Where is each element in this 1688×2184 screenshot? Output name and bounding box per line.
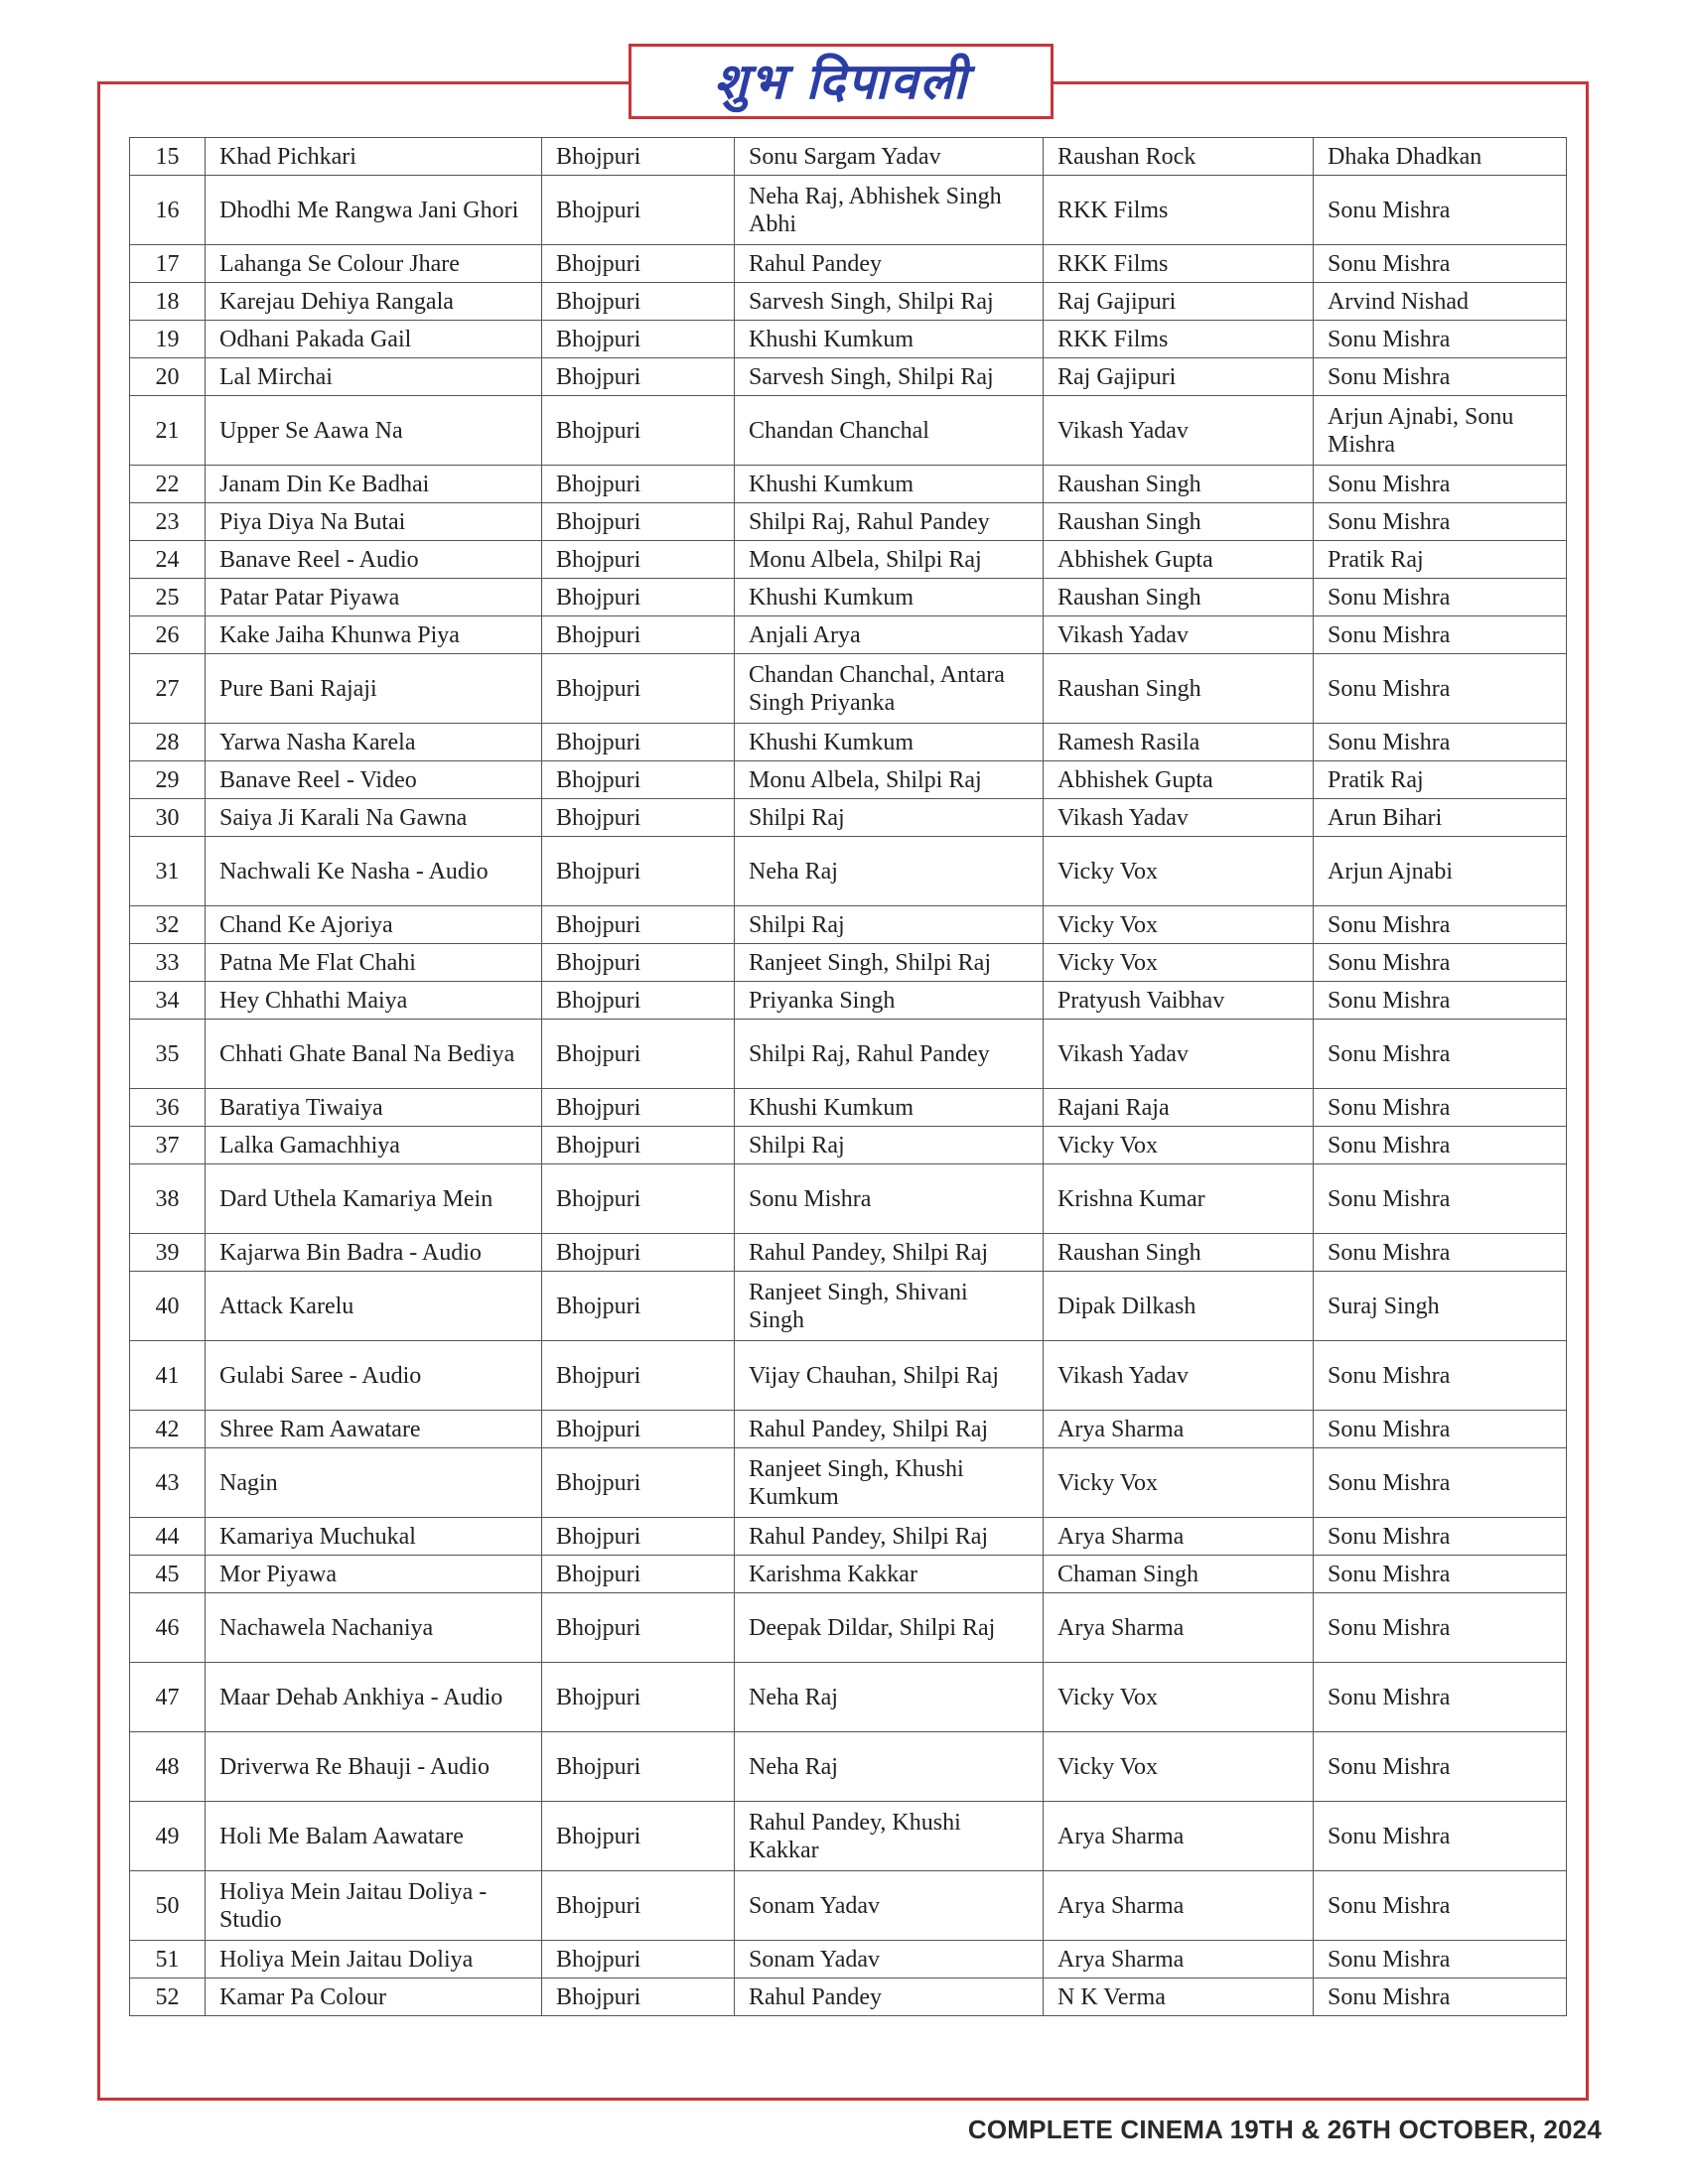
table-row <box>130 358 1567 396</box>
song-title-cell: Lahanga Se Colour Jhare <box>206 245 542 283</box>
language-cell: Bhojpuri <box>542 1234 735 1272</box>
language-cell: Bhojpuri <box>542 396 735 466</box>
song-title-cell: Banave Reel - Video <box>206 761 542 799</box>
serial-number-cell: 25 <box>130 579 206 616</box>
music-label-cell: Vikash Yadav <box>1044 396 1314 466</box>
music-label-cell: Raj Gajipuri <box>1044 283 1314 321</box>
singer-cell: Deepak Dildar, Shilpi Raj <box>735 1593 1044 1663</box>
song-title-cell: Yarwa Nasha Karela <box>206 724 542 761</box>
table-row <box>130 503 1567 541</box>
serial-number-cell: 41 <box>130 1341 206 1411</box>
singer-cell: Anjali Arya <box>735 616 1044 654</box>
serial-number-cell: 29 <box>130 761 206 799</box>
serial-number-cell: 15 <box>130 138 206 176</box>
music-label-cell: Arya Sharma <box>1044 1941 1314 1979</box>
language-cell: Bhojpuri <box>542 1979 735 2016</box>
singer-cell: Neha Raj <box>735 837 1044 906</box>
lyricist-cell: Sonu Mishra <box>1314 1518 1567 1556</box>
language-cell: Bhojpuri <box>542 283 735 321</box>
music-label-cell: RKK Films <box>1044 245 1314 283</box>
language-cell: Bhojpuri <box>542 503 735 541</box>
table-row <box>130 724 1567 761</box>
table-row <box>130 1411 1567 1448</box>
singer-cell: Sonu Sargam Yadav <box>735 138 1044 176</box>
song-title-cell: Khad Pichkari <box>206 138 542 176</box>
song-title-cell: Attack Karelu <box>206 1272 542 1341</box>
serial-number-cell: 50 <box>130 1871 206 1941</box>
serial-number-cell: 26 <box>130 616 206 654</box>
music-label-cell: Vikash Yadav <box>1044 1020 1314 1089</box>
music-label-cell: Raushan Singh <box>1044 1234 1314 1272</box>
singer-cell: Chandan Chanchal <box>735 396 1044 466</box>
lyricist-cell: Arjun Ajnabi <box>1314 837 1567 906</box>
song-title-cell: Patna Me Flat Chahi <box>206 944 542 982</box>
lyricist-cell: Sonu Mishra <box>1314 1341 1567 1411</box>
serial-number-cell: 21 <box>130 396 206 466</box>
serial-number-cell: 37 <box>130 1127 206 1164</box>
song-title-cell: Mor Piyawa <box>206 1556 542 1593</box>
lyricist-cell: Sonu Mishra <box>1314 1802 1567 1871</box>
serial-number-cell: 44 <box>130 1518 206 1556</box>
serial-number-cell: 28 <box>130 724 206 761</box>
singer-cell: Khushi Kumkum <box>735 1089 1044 1127</box>
music-label-cell: Dipak Dilkash <box>1044 1272 1314 1341</box>
table-row <box>130 1448 1567 1518</box>
header-banner <box>629 44 1054 119</box>
serial-number-cell: 32 <box>130 906 206 944</box>
singer-cell: Khushi Kumkum <box>735 466 1044 503</box>
singer-cell: Rahul Pandey <box>735 1979 1044 2016</box>
song-title-cell: Piya Diya Na Butai <box>206 503 542 541</box>
table-row <box>130 1593 1567 1663</box>
table-row <box>130 1234 1567 1272</box>
music-label-cell: Chaman Singh <box>1044 1556 1314 1593</box>
table-row <box>130 466 1567 503</box>
song-title-cell: Chand Ke Ajoriya <box>206 906 542 944</box>
language-cell: Bhojpuri <box>542 837 735 906</box>
serial-number-cell: 39 <box>130 1234 206 1272</box>
singer-cell: Shilpi Raj, Rahul Pandey <box>735 503 1044 541</box>
serial-number-cell: 16 <box>130 176 206 245</box>
singer-cell: Rahul Pandey <box>735 245 1044 283</box>
song-title-cell: Shree Ram Aawatare <box>206 1411 542 1448</box>
serial-number-cell: 20 <box>130 358 206 396</box>
song-title-cell: Gulabi Saree - Audio <box>206 1341 542 1411</box>
singer-cell: Ranjeet Singh, Khushi Kumkum <box>735 1448 1044 1518</box>
lyricist-cell: Sonu Mishra <box>1314 1234 1567 1272</box>
singer-cell: Neha Raj <box>735 1732 1044 1802</box>
song-title-cell: Upper Se Aawa Na <box>206 396 542 466</box>
language-cell: Bhojpuri <box>542 466 735 503</box>
music-label-cell: Arya Sharma <box>1044 1802 1314 1871</box>
music-label-cell: Vicky Vox <box>1044 1448 1314 1518</box>
lyricist-cell: Sonu Mishra <box>1314 982 1567 1020</box>
lyricist-cell: Sonu Mishra <box>1314 579 1567 616</box>
lyricist-cell: Sonu Mishra <box>1314 245 1567 283</box>
music-label-cell: RKK Films <box>1044 176 1314 245</box>
song-list-body <box>130 138 1567 2016</box>
song-title-cell: Janam Din Ke Badhai <box>206 466 542 503</box>
language-cell: Bhojpuri <box>542 1448 735 1518</box>
lyricist-cell: Sonu Mishra <box>1314 1732 1567 1802</box>
language-cell: Bhojpuri <box>542 1411 735 1448</box>
lyricist-cell: Pratik Raj <box>1314 541 1567 579</box>
music-label-cell: Arya Sharma <box>1044 1518 1314 1556</box>
lyricist-cell: Sonu Mishra <box>1314 1593 1567 1663</box>
lyricist-cell: Sonu Mishra <box>1314 1871 1567 1941</box>
singer-cell: Sonam Yadav <box>735 1871 1044 1941</box>
lyricist-cell: Sonu Mishra <box>1314 1020 1567 1089</box>
song-title-cell: Karejau Dehiya Rangala <box>206 283 542 321</box>
song-title-cell: Holiya Mein Jaitau Doliya - Studio <box>206 1871 542 1941</box>
language-cell: Bhojpuri <box>542 616 735 654</box>
lyricist-cell: Arjun Ajnabi, Sonu Mishra <box>1314 396 1567 466</box>
lyricist-cell: Pratik Raj <box>1314 761 1567 799</box>
language-cell: Bhojpuri <box>542 1341 735 1411</box>
lyricist-cell: Sonu Mishra <box>1314 1663 1567 1732</box>
language-cell: Bhojpuri <box>542 799 735 837</box>
language-cell: Bhojpuri <box>542 944 735 982</box>
table-row <box>130 837 1567 906</box>
singer-cell: Rahul Pandey, Shilpi Raj <box>735 1518 1044 1556</box>
serial-number-cell: 36 <box>130 1089 206 1127</box>
singer-cell: Shilpi Raj, Rahul Pandey <box>735 1020 1044 1089</box>
language-cell: Bhojpuri <box>542 1663 735 1732</box>
table-row <box>130 1732 1567 1802</box>
serial-number-cell: 27 <box>130 654 206 724</box>
song-title-cell: Hey Chhathi Maiya <box>206 982 542 1020</box>
table-row <box>130 906 1567 944</box>
singer-cell: Sonam Yadav <box>735 1941 1044 1979</box>
serial-number-cell: 52 <box>130 1979 206 2016</box>
language-cell: Bhojpuri <box>542 1089 735 1127</box>
lyricist-cell: Sonu Mishra <box>1314 503 1567 541</box>
language-cell: Bhojpuri <box>542 1518 735 1556</box>
serial-number-cell: 47 <box>130 1663 206 1732</box>
lyricist-cell: Sonu Mishra <box>1314 654 1567 724</box>
language-cell: Bhojpuri <box>542 138 735 176</box>
lyricist-cell: Sonu Mishra <box>1314 724 1567 761</box>
table-row <box>130 1518 1567 1556</box>
singer-cell: Shilpi Raj <box>735 1127 1044 1164</box>
song-title-cell: Kamariya Muchukal <box>206 1518 542 1556</box>
language-cell: Bhojpuri <box>542 761 735 799</box>
song-title-cell: Nagin <box>206 1448 542 1518</box>
table-row <box>130 579 1567 616</box>
language-cell: Bhojpuri <box>542 358 735 396</box>
serial-number-cell: 46 <box>130 1593 206 1663</box>
song-title-cell: Lal Mirchai <box>206 358 542 396</box>
serial-number-cell: 17 <box>130 245 206 283</box>
singer-cell: Rahul Pandey, Khushi Kakkar <box>735 1802 1044 1871</box>
table-row <box>130 1871 1567 1941</box>
table-row <box>130 1663 1567 1732</box>
singer-cell: Priyanka Singh <box>735 982 1044 1020</box>
lyricist-cell: Arun Bihari <box>1314 799 1567 837</box>
song-title-cell: Baratiya Tiwaiya <box>206 1089 542 1127</box>
music-label-cell: Raushan Singh <box>1044 654 1314 724</box>
serial-number-cell: 23 <box>130 503 206 541</box>
music-label-cell: Raushan Singh <box>1044 466 1314 503</box>
singer-cell: Neha Raj, Abhishek Singh Abhi <box>735 176 1044 245</box>
table-row <box>130 1127 1567 1164</box>
language-cell: Bhojpuri <box>542 1941 735 1979</box>
serial-number-cell: 18 <box>130 283 206 321</box>
music-label-cell: Raushan Rock <box>1044 138 1314 176</box>
lyricist-cell: Sonu Mishra <box>1314 358 1567 396</box>
music-label-cell: Vicky Vox <box>1044 944 1314 982</box>
music-label-cell: Krishna Kumar <box>1044 1164 1314 1234</box>
table-row <box>130 1272 1567 1341</box>
serial-number-cell: 49 <box>130 1802 206 1871</box>
table-row <box>130 944 1567 982</box>
table-row <box>130 654 1567 724</box>
singer-cell: Shilpi Raj <box>735 799 1044 837</box>
singer-cell: Shilpi Raj <box>735 906 1044 944</box>
singer-cell: Khushi Kumkum <box>735 321 1044 358</box>
serial-number-cell: 38 <box>130 1164 206 1234</box>
serial-number-cell: 45 <box>130 1556 206 1593</box>
table-row <box>130 396 1567 466</box>
lyricist-cell: Sonu Mishra <box>1314 176 1567 245</box>
song-title-cell: Kajarwa Bin Badra - Audio <box>206 1234 542 1272</box>
singer-cell: Chandan Chanchal, Antara Singh Priyanka <box>735 654 1044 724</box>
singer-cell: Monu Albela, Shilpi Raj <box>735 541 1044 579</box>
music-label-cell: Vikash Yadav <box>1044 616 1314 654</box>
language-cell: Bhojpuri <box>542 1164 735 1234</box>
serial-number-cell: 30 <box>130 799 206 837</box>
music-label-cell: Vicky Vox <box>1044 906 1314 944</box>
song-title-cell: Banave Reel - Audio <box>206 541 542 579</box>
singer-cell: Monu Albela, Shilpi Raj <box>735 761 1044 799</box>
song-title-cell: Pure Bani Rajaji <box>206 654 542 724</box>
music-label-cell: Vicky Vox <box>1044 837 1314 906</box>
table-row <box>130 1020 1567 1089</box>
serial-number-cell: 34 <box>130 982 206 1020</box>
song-title-cell: Maar Dehab Ankhiya - Audio <box>206 1663 542 1732</box>
lyricist-cell: Sonu Mishra <box>1314 616 1567 654</box>
music-label-cell: Ramesh Rasila <box>1044 724 1314 761</box>
song-title-cell: Nachawela Nachaniya <box>206 1593 542 1663</box>
music-label-cell: Vikash Yadav <box>1044 1341 1314 1411</box>
music-label-cell: Arya Sharma <box>1044 1871 1314 1941</box>
language-cell: Bhojpuri <box>542 654 735 724</box>
song-title-cell: Kake Jaiha Khunwa Piya <box>206 616 542 654</box>
serial-number-cell: 22 <box>130 466 206 503</box>
music-label-cell: Abhishek Gupta <box>1044 541 1314 579</box>
serial-number-cell: 35 <box>130 1020 206 1089</box>
song-title-cell: Lalka Gamachhiya <box>206 1127 542 1164</box>
table-row <box>130 1089 1567 1127</box>
music-label-cell: Pratyush Vaibhav <box>1044 982 1314 1020</box>
language-cell: Bhojpuri <box>542 1272 735 1341</box>
lyricist-cell: Sonu Mishra <box>1314 1089 1567 1127</box>
music-label-cell: Vicky Vox <box>1044 1127 1314 1164</box>
music-label-cell: Rajani Raja <box>1044 1089 1314 1127</box>
footer-publication-line: COMPLETE CINEMA 19TH & 26TH OCTOBER, 2024 <box>967 2115 1602 2144</box>
language-cell: Bhojpuri <box>542 321 735 358</box>
language-cell: Bhojpuri <box>542 1127 735 1164</box>
lyricist-cell: Sonu Mishra <box>1314 1164 1567 1234</box>
song-title-cell: Odhani Pakada Gail <box>206 321 542 358</box>
header-title: शुभ दिपावली <box>713 52 969 110</box>
singer-cell: Rahul Pandey, Shilpi Raj <box>735 1234 1044 1272</box>
serial-number-cell: 31 <box>130 837 206 906</box>
music-label-cell: Raushan Singh <box>1044 579 1314 616</box>
song-title-cell: Chhati Ghate Banal Na Bediya <box>206 1020 542 1089</box>
table-row <box>130 799 1567 837</box>
singer-cell: Ranjeet Singh, Shivani Singh <box>735 1272 1044 1341</box>
lyricist-cell: Sonu Mishra <box>1314 1411 1567 1448</box>
table-row <box>130 283 1567 321</box>
lyricist-cell: Arvind Nishad <box>1314 283 1567 321</box>
singer-cell: Khushi Kumkum <box>735 724 1044 761</box>
song-title-cell: Kamar Pa Colour <box>206 1979 542 2016</box>
song-title-cell: Driverwa Re Bhauji - Audio <box>206 1732 542 1802</box>
singer-cell: Karishma Kakkar <box>735 1556 1044 1593</box>
serial-number-cell: 51 <box>130 1941 206 1979</box>
language-cell: Bhojpuri <box>542 176 735 245</box>
singer-cell: Vijay Chauhan, Shilpi Raj <box>735 1341 1044 1411</box>
lyricist-cell: Sonu Mishra <box>1314 1556 1567 1593</box>
lyricist-cell: Sonu Mishra <box>1314 1941 1567 1979</box>
language-cell: Bhojpuri <box>542 724 735 761</box>
singer-cell: Rahul Pandey, Shilpi Raj <box>735 1411 1044 1448</box>
lyricist-cell: Sonu Mishra <box>1314 466 1567 503</box>
table-row <box>130 541 1567 579</box>
table-row <box>130 176 1567 245</box>
table-row <box>130 761 1567 799</box>
singer-cell: Sarvesh Singh, Shilpi Raj <box>735 358 1044 396</box>
song-title-cell: Holiya Mein Jaitau Doliya <box>206 1941 542 1979</box>
language-cell: Bhojpuri <box>542 579 735 616</box>
lyricist-cell: Sonu Mishra <box>1314 1448 1567 1518</box>
music-label-cell: Vicky Vox <box>1044 1732 1314 1802</box>
table-row <box>130 982 1567 1020</box>
table-row <box>130 1556 1567 1593</box>
song-title-cell: Patar Patar Piyawa <box>206 579 542 616</box>
table-row <box>130 245 1567 283</box>
lyricist-cell: Dhaka Dhadkan <box>1314 138 1567 176</box>
song-title-cell: Saiya Ji Karali Na Gawna <box>206 799 542 837</box>
lyricist-cell: Sonu Mishra <box>1314 906 1567 944</box>
language-cell: Bhojpuri <box>542 541 735 579</box>
lyricist-cell: Sonu Mishra <box>1314 321 1567 358</box>
song-title-cell: Nachwali Ke Nasha - Audio <box>206 837 542 906</box>
serial-number-cell: 42 <box>130 1411 206 1448</box>
language-cell: Bhojpuri <box>542 245 735 283</box>
table-row <box>130 616 1567 654</box>
music-label-cell: Vicky Vox <box>1044 1663 1314 1732</box>
table-row <box>130 1802 1567 1871</box>
table-row <box>130 1941 1567 1979</box>
language-cell: Bhojpuri <box>542 1020 735 1089</box>
language-cell: Bhojpuri <box>542 906 735 944</box>
song-title-cell: Dhodhi Me Rangwa Jani Ghori <box>206 176 542 245</box>
music-label-cell: N K Verma <box>1044 1979 1314 2016</box>
lyricist-cell: Sonu Mishra <box>1314 944 1567 982</box>
language-cell: Bhojpuri <box>542 1593 735 1663</box>
lyricist-cell: Sonu Mishra <box>1314 1127 1567 1164</box>
song-list-table <box>129 137 1567 2016</box>
song-title-cell: Dard Uthela Kamariya Mein <box>206 1164 542 1234</box>
language-cell: Bhojpuri <box>542 982 735 1020</box>
singer-cell: Khushi Kumkum <box>735 579 1044 616</box>
music-label-cell: Arya Sharma <box>1044 1593 1314 1663</box>
music-label-cell: Arya Sharma <box>1044 1411 1314 1448</box>
singer-cell: Neha Raj <box>735 1663 1044 1732</box>
table-row <box>130 1164 1567 1234</box>
table-row <box>130 138 1567 176</box>
language-cell: Bhojpuri <box>542 1802 735 1871</box>
table-row <box>130 1341 1567 1411</box>
serial-number-cell: 40 <box>130 1272 206 1341</box>
serial-number-cell: 19 <box>130 321 206 358</box>
serial-number-cell: 33 <box>130 944 206 982</box>
lyricist-cell: Suraj Singh <box>1314 1272 1567 1341</box>
singer-cell: Sonu Mishra <box>735 1164 1044 1234</box>
music-label-cell: Raj Gajipuri <box>1044 358 1314 396</box>
table-row <box>130 321 1567 358</box>
serial-number-cell: 24 <box>130 541 206 579</box>
music-label-cell: Vikash Yadav <box>1044 799 1314 837</box>
music-label-cell: Abhishek Gupta <box>1044 761 1314 799</box>
song-title-cell: Holi Me Balam Aawatare <box>206 1802 542 1871</box>
serial-number-cell: 43 <box>130 1448 206 1518</box>
music-label-cell: RKK Films <box>1044 321 1314 358</box>
language-cell: Bhojpuri <box>542 1732 735 1802</box>
language-cell: Bhojpuri <box>542 1871 735 1941</box>
table-row <box>130 1979 1567 2016</box>
serial-number-cell: 48 <box>130 1732 206 1802</box>
music-label-cell: Raushan Singh <box>1044 503 1314 541</box>
singer-cell: Sarvesh Singh, Shilpi Raj <box>735 283 1044 321</box>
language-cell: Bhojpuri <box>542 1556 735 1593</box>
singer-cell: Ranjeet Singh, Shilpi Raj <box>735 944 1044 982</box>
lyricist-cell: Sonu Mishra <box>1314 1979 1567 2016</box>
